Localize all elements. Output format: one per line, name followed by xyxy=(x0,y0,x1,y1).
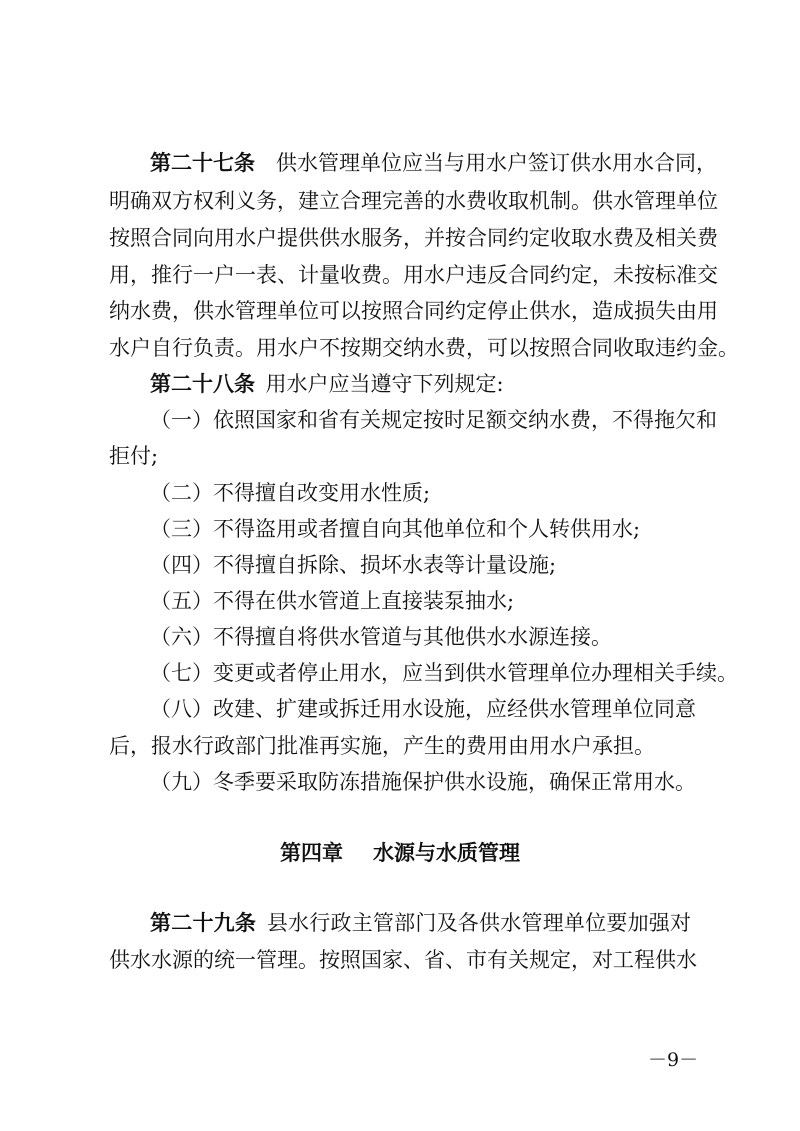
article-29-label: 第二十九条 xyxy=(150,911,257,935)
article-28-item-6: （六）不得擅自将供水管道与其他供水水源连接。 xyxy=(150,625,612,649)
article-28-item-2: （二）不得擅自改变用水性质; xyxy=(150,481,431,505)
article-27-text-1: 供水管理单位应当与用水户签订供水用水合同， xyxy=(276,151,717,175)
article-27-line-4: 用，推行一户一表、计量收费。用水户违反合同约定，未按标准交 xyxy=(109,263,718,287)
article-27-line-1 xyxy=(150,145,717,181)
article-27-line-6: 水户自行负责。用水户不按期交纳水费，可以按照合同收取违约金。 xyxy=(109,336,739,360)
article-28-item-1-line-1: （一）依照国家和省有关规定按时足额交纳水费，不得拖欠和 xyxy=(150,408,717,432)
article-29-line-1 xyxy=(150,905,691,941)
article-29-line-2: 供水水源的统一管理。按照国家、省、市有关规定，对工程供水 xyxy=(109,948,697,972)
article-27-line-5: 纳水费，供水管理单位可以按照合同约定停止供水，造成损失由用 xyxy=(109,299,718,323)
article-29-text-1: 县水行政主管部门及各供水管理单位要加强对 xyxy=(266,911,692,935)
article-28-item-5: （五）不得在供水管道上直接装泵抽水; xyxy=(150,589,515,613)
chapter-heading xyxy=(0,835,800,871)
chapter-number: 第四章 xyxy=(280,841,343,865)
article-28-item-8-line-1: （八）改建、扩建或拆迁用水设施，应经供水管理单位同意 xyxy=(150,697,696,721)
article-28-item-8-line-2: 后，报水行政部门批准再实施，产生的费用由用水户承担。 xyxy=(109,734,655,758)
article-28-line-intro xyxy=(150,366,691,402)
article-27-label: 第二十七条 xyxy=(150,151,255,175)
article-27-line-3: 按照合同向用水户提供供水服务，并按合同约定收取水费及相关费 xyxy=(109,226,718,250)
chapter-title: 水源与水质管理 xyxy=(373,841,520,865)
article-28-intro: 用水户应当遵守下列规定: xyxy=(265,372,504,396)
article-27-line-2: 明确双方权利义务，建立合理完善的水费收取机制。供水管理单位 xyxy=(109,189,718,213)
article-28-item-4: （四）不得擅自拆除、损坏水表等计量设施; xyxy=(150,553,557,577)
article-28-label: 第二十八条 xyxy=(150,372,255,396)
page-number: －9－ xyxy=(648,1049,699,1071)
article-28-item-9: （九）冬季要采取防冻措施保护供水设施，确保正常用水。 xyxy=(150,770,696,794)
article-28-item-7: （七）变更或者停止用水，应当到供水管理单位办理相关手续。 xyxy=(150,661,738,685)
article-28-item-1-line-2: 拒付; xyxy=(109,444,159,468)
article-28-item-3: （三）不得盗用或者擅自向其他单位和个人转供用水; xyxy=(150,517,641,541)
